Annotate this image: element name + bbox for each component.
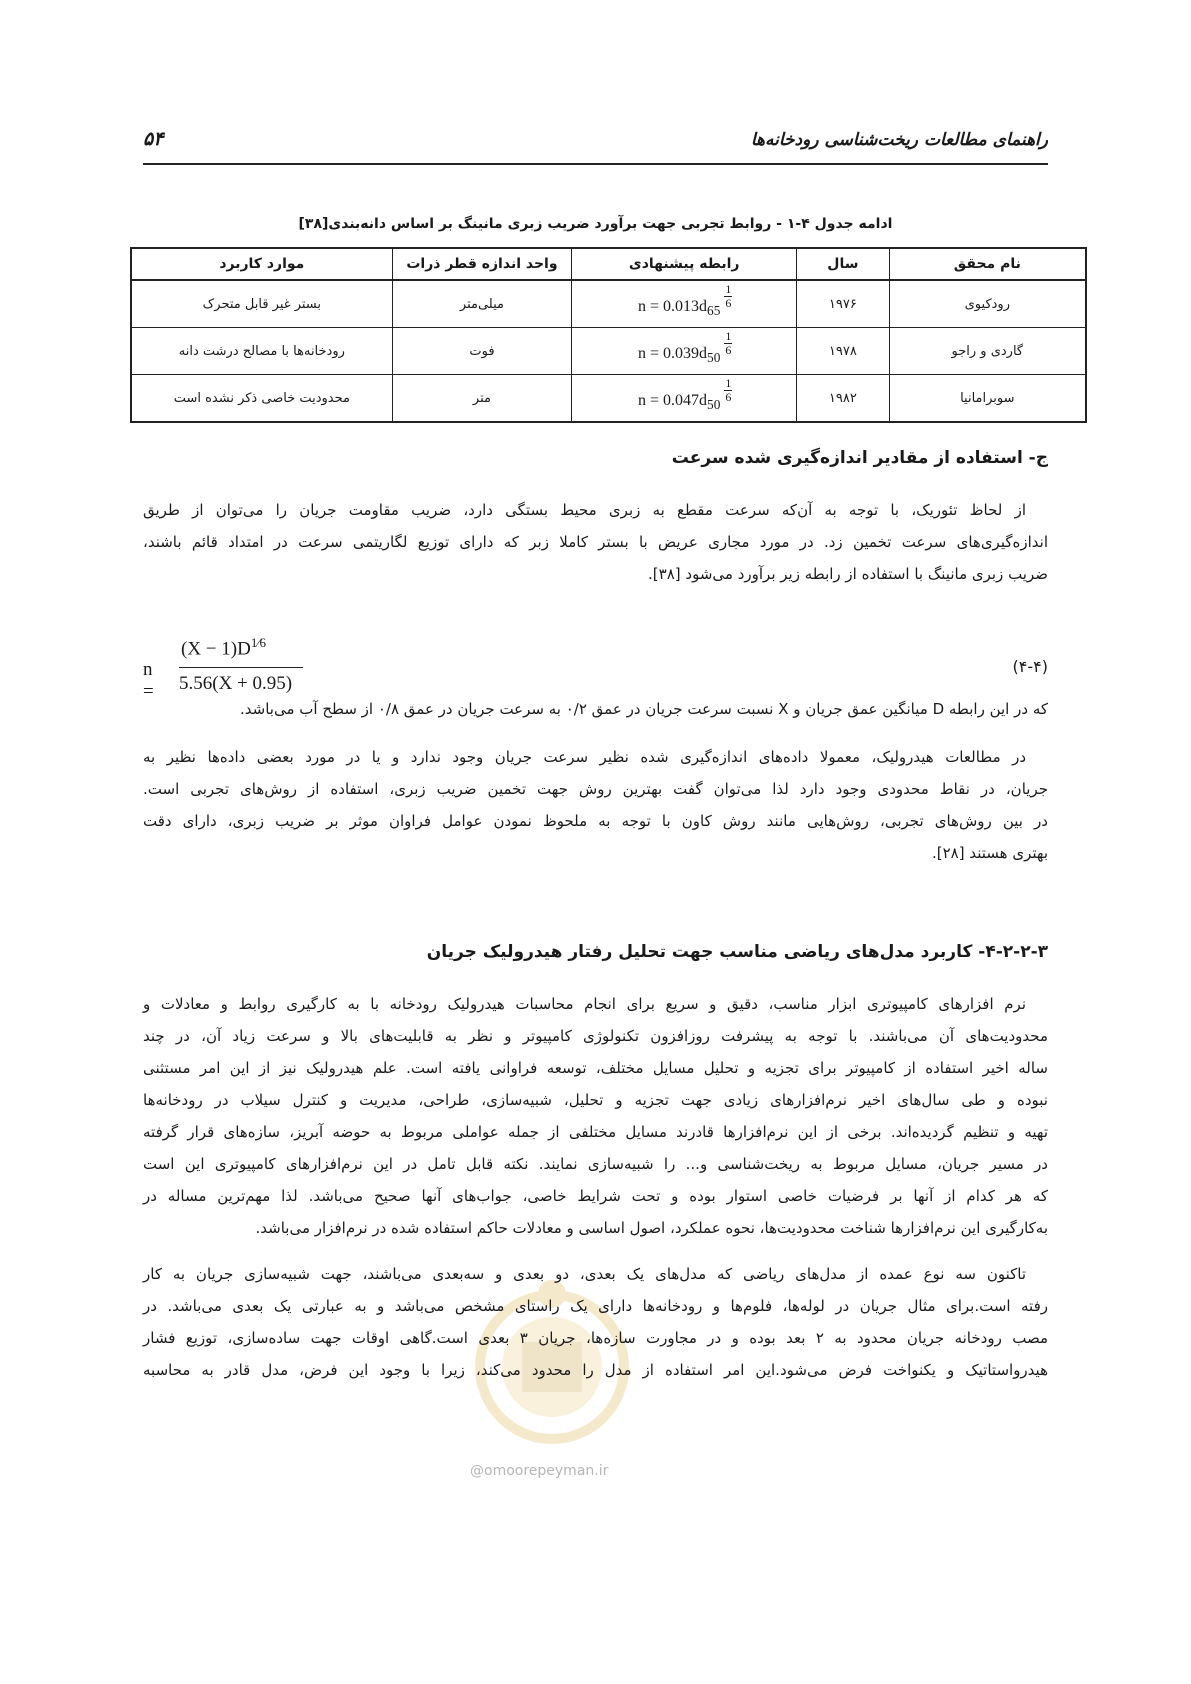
numerator-text: (X − 1)D — [181, 638, 251, 660]
table-row — [131, 328, 1086, 375]
col-header-researcher: نام محقق — [889, 248, 1086, 280]
exponent-denominator: 6 — [725, 390, 732, 405]
formula-base: n = 0.047d — [638, 392, 708, 410]
exponent-numerator: 1 — [725, 376, 732, 391]
exponent-numerator: 1 — [725, 282, 732, 297]
watermark-text: @omoorepeyman.ir — [470, 1463, 609, 1479]
text-line: به‌کارگیری این نرم‌افزارها شناخت محدودیت‌ها، نحوه عملکرد، اصول اساسی و معادلات حاکم استفاده شده در نرم‌افزار می‌باشد. — [255, 1219, 1048, 1237]
paragraph-empirical-methods — [143, 741, 1048, 869]
formula-base: n = 0.039d — [638, 345, 708, 363]
text-line: که هر کدام از آنها بر فرضیات خاصی استوار بوده و تحت شرایط خاصی، جواب‌های آنها صحیح می‌باشد. لذا مهم‌ترین مساله در — [143, 1187, 1048, 1205]
cell-year: ۱۹۷۸ — [797, 328, 889, 375]
cell-researcher: سوبرامانیا — [889, 375, 1086, 423]
cell-year: ۱۹۸۲ — [797, 375, 889, 423]
table-row — [131, 375, 1086, 423]
equation-lhs: n = — [143, 659, 154, 702]
header-rule — [143, 163, 1048, 165]
formula — [638, 282, 732, 319]
paragraph-model-types — [143, 1258, 1048, 1386]
text-line: ساله اخیر استفاده از کامپیوتر برای تجزیه و تحلیل مسایل مختلف، توسعه فراوانی یافته است. علم هیدرولیک نیز از این امر مستثنی — [143, 1059, 1048, 1077]
book-title: راهنمای مطالعات ریخت‌شناسی رودخانه‌ها — [750, 130, 1048, 150]
cell-application: رودخانه‌ها با مصالح درشت دانه — [131, 328, 392, 375]
text-line: رفته است.برای مثال جریان در لوله‌ها، فلوم‌ها و رودخانه‌ها دارای یک راستای مشخص می‌باشد و به عبارتی یک بعدی می‌باشد. در — [143, 1297, 1048, 1315]
text-line: تاکنون سه نوع عمده از مدل‌های ریاضی که مدل‌های یک بعدی، دو بعدی و سه‌بعدی می‌باشند، جهت شبیه‌سازی جریان به کار — [143, 1265, 1026, 1283]
exponent-denominator: 6 — [725, 296, 732, 311]
col-header-year: سال — [797, 248, 889, 280]
exponent-fraction — [724, 284, 732, 309]
equation-numerator — [181, 635, 266, 660]
cell-formula — [572, 328, 797, 375]
fraction-bar — [179, 667, 303, 668]
cell-application: بستر غیر قابل متحرک — [131, 280, 392, 328]
cell-unit: میلی‌متر — [392, 280, 572, 328]
text-line: در مسیر جریان، مسایل مربوط به ریخت‌شناسی و... را شبیه‌سازی نمایند. نکته قابل تامل در این نرم‌افزارهای کامپیوتری این است — [143, 1155, 1048, 1173]
equation-denominator: 5.56(X + 0.95) — [179, 673, 293, 694]
formula — [638, 376, 732, 413]
cell-researcher: رودکیوی — [889, 280, 1086, 328]
formula — [638, 329, 732, 366]
paragraph-velocity-theory — [143, 494, 1048, 590]
col-header-formula: رابطه پیشنهادی — [572, 248, 797, 280]
text-line: اندازه‌گیری‌های سرعت تخمین زد. در مورد مجاری عریض با بستر کاملا زبر که دارای توزیع لگاریتمی سرعت در امتداد قائم باشند، — [143, 533, 1048, 551]
numerator-exponent: 1⁄6 — [250, 635, 266, 650]
table-row — [131, 280, 1086, 328]
formula-base: n = 0.013d — [638, 298, 708, 316]
text-line: نرم افزارهای کامپیوتری ابزار مناسب، دقیق و سریع برای انجام محاسبات هیدرولیک رودخانه با به کارگیری روابط و معادلات و — [143, 995, 1026, 1013]
exponent-numerator: 1 — [725, 329, 732, 344]
text-line: در بین روش‌های تجربی، روش‌هایی مانند روش کاون با توجه به ملحوظ نمودن عوامل فراوان موثر بر ضریب زبری، دارای دقت — [143, 812, 1048, 830]
formula-subscript: 50 — [707, 350, 721, 366]
equation-number: (۴-۴) — [1012, 657, 1048, 676]
col-header-application: موارد کاربرد — [131, 248, 392, 280]
exponent-denominator: 6 — [725, 343, 732, 358]
text-line: ضریب زبری مانینگ با استفاده از رابطه زیر برآورد می‌شود [۳۸]. — [648, 565, 1048, 583]
table-caption: ادامه جدول ۴-۱ - روابط تجربی جهت برآورد ضریب زبری مانینگ بر اساس دانه‌بندی[۳۸] — [298, 216, 893, 232]
col-header-unit: واحد اندازه قطر ذرات — [392, 248, 572, 280]
page-number: ۵۴ — [143, 128, 164, 150]
cell-unit: فوت — [392, 328, 572, 375]
text-line: جریان، در نقاط محدودی وجود دارد لذا می‌توان گفت بهترین روش جهت تخمین ضریب زبری، استفاده از روش‌های تجربی است. — [143, 780, 1048, 798]
text-line: که در این رابطه D میانگین عمق جریان و X نسبت سرعت جریان در عمق ۰/۲ به سرعت جریان در عمق ۰/۸ از سطح آب می‌باشد. — [240, 700, 1048, 718]
text-line: هیدرواستاتیک و یکنواخت فرض می‌شود.این امر استفاده از مدل را محدود می‌کند، زیرا با وجود این فرض، مدل قادر به محاسبه — [143, 1361, 1048, 1379]
text-line: تهیه و تنظیم گردیده‌اند. برخی از این نرم‌افزارها قادرند مسایل مختلفی از جمله عواملی مربوط به حوضه آبریز، سازه‌های قرار گرفته — [143, 1123, 1048, 1141]
exponent-fraction — [724, 378, 732, 403]
cell-application: محدودیت خاصی ذکر نشده است — [131, 375, 392, 423]
manning-table — [130, 247, 1087, 423]
table-header-row — [131, 248, 1086, 280]
section-heading-velocity: ج- استفاده از مقادیر اندازه‌گیری شده سرعت — [671, 448, 1048, 468]
cell-researcher: گاردی و راجو — [889, 328, 1086, 375]
formula-subscript: 65 — [707, 303, 721, 319]
text-line: در مطالعات هیدرولیک، معمولا داده‌های اندازه‌گیری شده نظیر سرعت جریان وجود ندارد و یا در مورد بعضی داده‌ها نظیر به — [143, 748, 1026, 766]
section-heading-4-2-2-3: ۴-۲-۲-۳- کاربرد مدل‌های ریاضی مناسب جهت تحلیل رفتار هیدرولیک جریان — [426, 942, 1048, 962]
cell-formula — [572, 375, 797, 423]
text-line: مصب رودخانه جریان محدود به ۲ بعد بوده و در مجاورت سازه‌ها، جریان ۳ بعدی است.گاهی اوقات جهت ساده‌سازی، توزیع فشار — [143, 1329, 1049, 1347]
text-line: نبوده و طی سال‌های اخیر نرم‌افزارهای زیادی جهت تجزیه و تحلیل، شبیه‌سازی، طراحی، مدیریت و کنترل سیلاب در رودخانه‌ها — [143, 1091, 1048, 1109]
formula-subscript: 50 — [707, 397, 721, 413]
text-line: محدودیت‌های آن می‌باشند. با توجه به پیشرفت روزافزون تکنولوژی کامپیوتر و نظر به قابلیت‌های بالا و سرعت زیاد آن، در چند — [143, 1027, 1048, 1045]
cell-unit: متر — [392, 375, 572, 423]
paragraph-equation-description — [143, 693, 1048, 725]
running-header — [143, 128, 1048, 162]
paragraph-software-tools — [143, 988, 1048, 1244]
exponent-fraction — [724, 331, 732, 356]
text-line: از لحاظ تئوریک، با توجه به آن‌که سرعت مقطع به زبری محیط بستگی دارد، ضریب مقاومت جریان را می‌توان از طریق — [143, 501, 1026, 519]
cell-year: ۱۹۷۶ — [797, 280, 889, 328]
text-line: بهتری هستند [۲۸]. — [932, 844, 1048, 862]
cell-formula — [572, 280, 797, 328]
